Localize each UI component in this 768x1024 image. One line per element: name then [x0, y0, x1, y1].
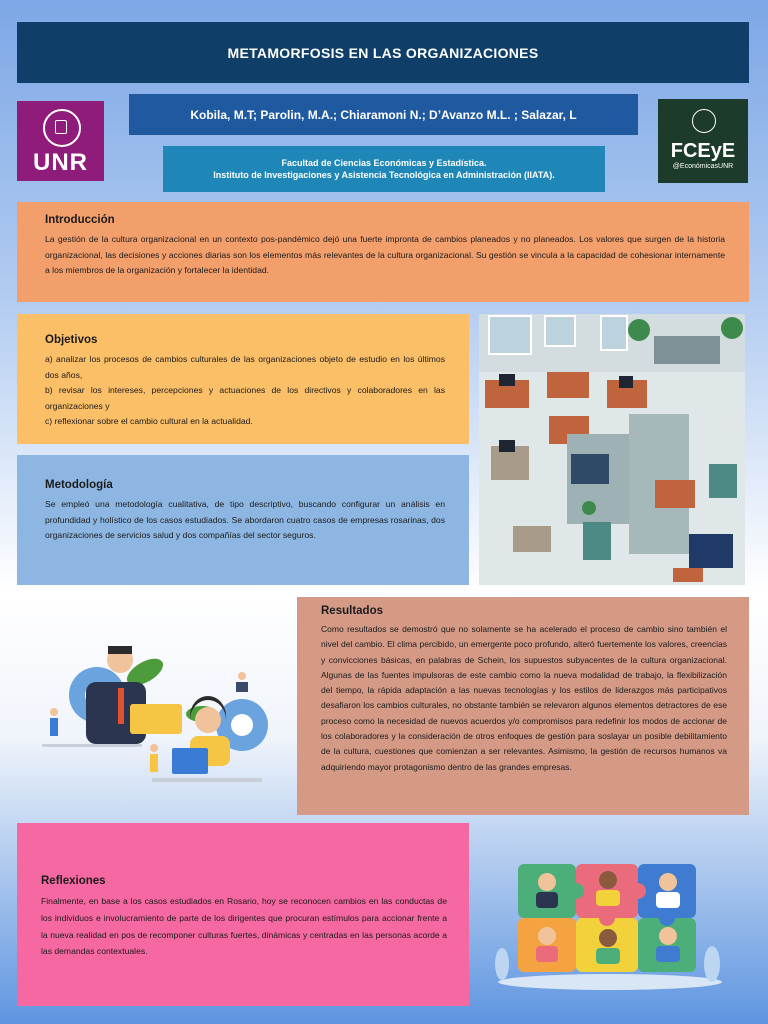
resultados-heading: Resultados: [321, 605, 383, 617]
team-gears-illustration: [42, 640, 274, 790]
office-illustration: [479, 314, 745, 585]
authors: Kobila, M.T; Parolin, M.A.; Chiaramoni N.; D’Avanzo M.L. ; Salazar, L: [190, 107, 577, 122]
metodologia-panel: [17, 455, 469, 585]
objetivos-panel: [17, 314, 469, 444]
objetivo-item: b) revisar los intereses, percepciones y actuaciones de los directivos y colaboradores en las organizaciones y: [45, 385, 445, 411]
objetivo-item: a) analizar los procesos de cambios culturales de las organizaciones objeto de estudio en los últimos dos años,: [45, 354, 445, 380]
puzzle-team-illustration: [490, 842, 730, 992]
introduccion-panel: [17, 202, 749, 302]
unr-seal-icon: [43, 109, 81, 147]
title-bar: [17, 22, 749, 83]
institution-line-2: Instituto de Investigaciones y Asistencia Tecnológica en Administración (IIATA).: [213, 170, 555, 180]
objetivo-item: c) reflexionar sobre el cambio cultural en la actualidad.: [45, 416, 253, 426]
fceye-logo: [658, 99, 748, 183]
resultados-text: Como resultados se demostró que no solamente se ha acelerado el proceso de cambio sino también el nivel del cambio. El clima percibido, un emergente poco profundo, alteró fuertemente los valores, creencias y convicciones básicas, en palabras de Schein, los supuestos subyacentes de la cultura organizacional. Algunas de las fuentes impulsoras de este cambio como la nueva modalidad de trabajo, la flexibilización del tiempo, la rápida adaptación a las nuevas tecnologías y los estilos de liderazgos más participativos desafiaron los cambios culturales, no obstante también se relevaron algunos elementos detractores de ese proceso como la necesidad de nuevos acuerdos y/o compromisos para redefinir los modos de accionar de los colaboradores y la consideración de otros enfoques de gestión para soslayar un posible debilitamiento de la cultura, cuestiones que comienzan a ser relevantes. Asimismo, la gestión de recursos humanos va adquiriendo mayor protagonismo dentro de las grandes empresas.: [321, 624, 727, 772]
institution-line-1: Facultad de Ciencias Económicas y Estadística.: [281, 158, 487, 168]
fceye-handle: @EconómicasUNR: [672, 163, 734, 170]
introduccion-heading: Introducción: [45, 214, 115, 226]
resultados-panel: [297, 597, 749, 815]
metodologia-text: Se empleó una metodología cualitativa, de tipo descriptivo, buscando configurar un análisis en profundidad y holístico de los casos estudiados. Se abordaron cuatro casos de empresas rosarinas, dos organizaciones de servicios salud y dos compañías del sector seguros.: [45, 499, 445, 540]
reflexiones-panel: [17, 823, 469, 1006]
objetivos-heading: Objetivos: [45, 334, 98, 346]
fceye-logo-text: FCEyE: [670, 140, 736, 162]
metodologia-heading: Metodología: [45, 479, 113, 491]
unr-logo-text: UNR: [33, 149, 88, 176]
reflexiones-heading: Reflexiones: [41, 875, 106, 887]
poster-title: METAMORFOSIS EN LAS ORGANIZACIONES: [227, 44, 539, 61]
fceye-seal-icon: [692, 109, 716, 133]
authors-bar: [129, 94, 638, 135]
introduccion-text: La gestión de la cultura organizacional en un contexto pos-pandémico dejó una fuerte impronta de cambios planeados y no planeados. Los valores que surgen de la historia organizacional, las decisiones y acciones diarias son los elementos más relevantes de la cultura organizacional. Su gestión se vincula a la capacidad de cohesionar internamente a los miembros de la organización y fortalecer la identidad.: [45, 234, 725, 275]
unr-logo: [17, 101, 104, 181]
institution-bar: [163, 146, 605, 192]
reflexiones-text: Finalmente, en base a los casos estudiados en Rosario, hoy se reconocen cambios en las conductas de los individuos e involucramiento de parte de los dirigentes que procuran estímulos para accionar frente a la nueva realidad en pos de recomponer culturas fuertes, dinámicas y centradas en las personas acorde a las demandas contextuales.: [41, 896, 447, 957]
